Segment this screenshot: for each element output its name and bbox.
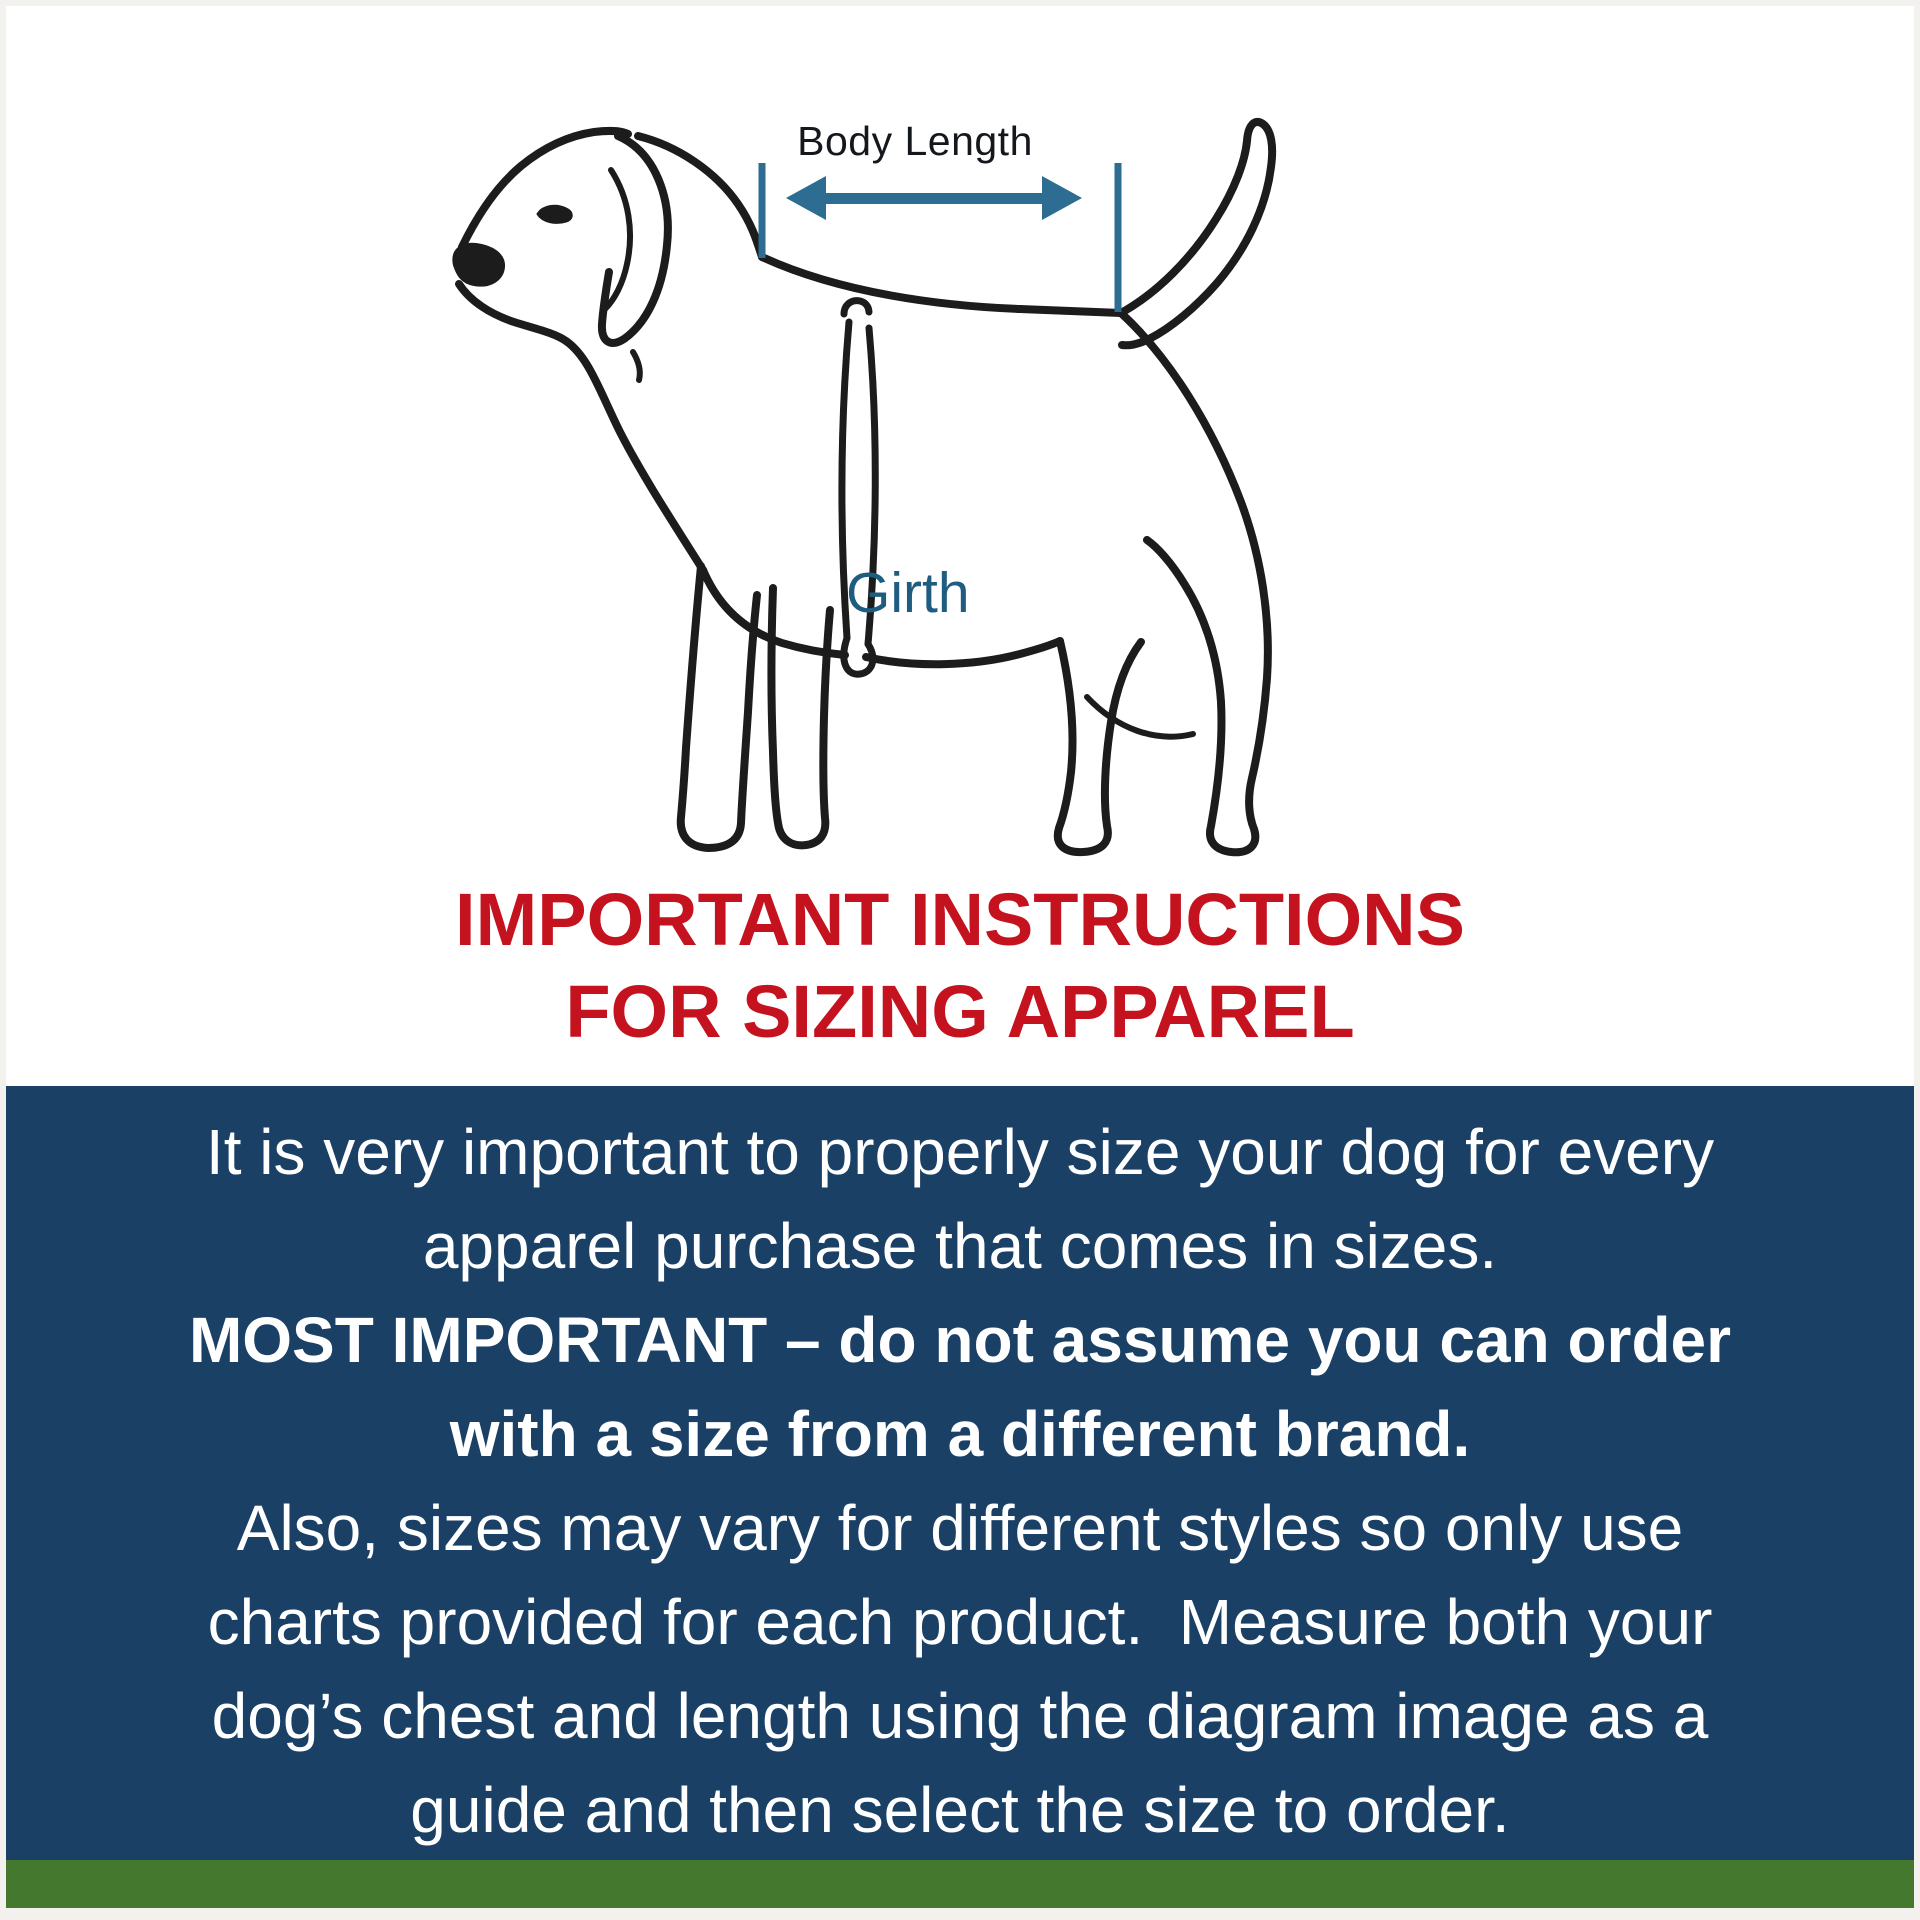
dog-outline xyxy=(454,122,1272,852)
girth-label: Girth xyxy=(846,561,970,625)
instruction-line: guide and then select the size to order. xyxy=(410,1774,1510,1846)
body-length-label: Body Length xyxy=(797,118,1033,164)
instruction-line: with a size from a different brand. xyxy=(449,1398,1471,1470)
instruction-line: dog’s chest and length using the diagram image as a xyxy=(211,1680,1709,1752)
instruction-line: Also, sizes may vary for different styles so only use xyxy=(236,1492,1684,1564)
footer-green-strip xyxy=(6,1860,1914,1908)
instructions-panel xyxy=(6,1086,1914,1860)
heading-line-1: IMPORTANT INSTRUCTIONS xyxy=(455,878,1465,961)
page-title xyxy=(0,874,1920,1058)
instruction-line: MOST IMPORTANT – do not assume you can order xyxy=(188,1304,1732,1376)
instruction-line: charts provided for each product. Measure both your xyxy=(207,1586,1713,1658)
instruction-line: It is very important to properly size your dog for every xyxy=(205,1116,1715,1188)
body-length-arrow-icon xyxy=(786,176,1082,220)
instruction-line: apparel purchase that comes in sizes. xyxy=(422,1210,1498,1282)
heading-line-2: FOR SIZING APPAREL xyxy=(565,970,1355,1053)
